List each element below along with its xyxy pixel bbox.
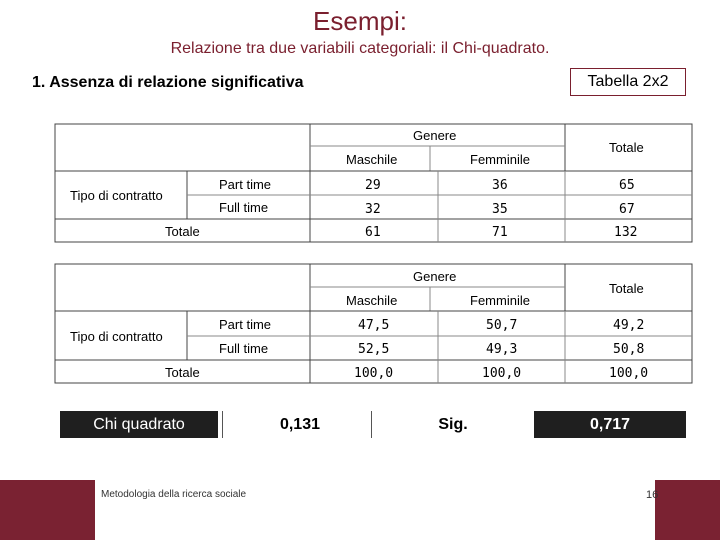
col-header-maschile: Maschile	[346, 293, 398, 308]
cell-value: 61	[365, 225, 381, 240]
col-header-totale: Totale	[609, 281, 644, 296]
row-label-part-time: Part time	[219, 177, 272, 192]
cell-value: 49,2	[613, 318, 645, 333]
cell-value: 36	[492, 178, 508, 193]
sig-value: 0,717	[589, 415, 631, 433]
cell-value: 132	[614, 225, 638, 240]
chi-square-label: Chi quadrato	[93, 415, 185, 433]
col-header-maschile: Maschile	[346, 152, 398, 167]
cell-value: 67	[619, 202, 635, 217]
section-heading: 1. Assenza di relazione significativa	[32, 74, 304, 91]
row-group-label: Tipo di contratto	[70, 188, 163, 203]
col-header-femminile: Femminile	[470, 293, 530, 308]
col-header-totale: Totale	[609, 140, 644, 155]
slide-subtitle: Relazione tra due variabili categoriali: il Chi-quadrato.	[170, 40, 550, 57]
table-label-box: Tabella 2x2	[570, 68, 686, 96]
page-number: 16	[646, 489, 659, 501]
cell-value: 29	[365, 178, 381, 193]
cell-value: 32	[365, 202, 381, 217]
row-label-totale: Totale	[165, 365, 200, 380]
cell-value: 35	[492, 202, 508, 217]
row-label-full-time: Full time	[219, 341, 269, 356]
cell-value: 50,7	[486, 318, 518, 333]
cell-value: 52,5	[358, 342, 390, 357]
row-label-full-time: Full time	[219, 200, 269, 215]
cell-value: 65	[619, 178, 635, 193]
cell-value: 47,5	[358, 318, 390, 333]
cell-value: 71	[492, 225, 508, 240]
cell-value: 49,3	[486, 342, 518, 357]
sig-label: Sig.	[438, 415, 468, 433]
cell-value: 100,0	[354, 366, 394, 381]
cell-value: 50,8	[613, 342, 645, 357]
footer-course-name: Metodologia della ricerca sociale	[101, 489, 247, 500]
cell-value: 100,0	[609, 366, 649, 381]
col-header-femminile: Femminile	[470, 152, 530, 167]
group-header-genere: Genere	[413, 128, 457, 143]
row-label-part-time: Part time	[219, 317, 272, 332]
cell-value: 100,0	[482, 366, 522, 381]
group-header-genere: Genere	[413, 269, 457, 284]
slide-title: Esempi:	[313, 6, 407, 36]
row-label-totale: Totale	[165, 224, 200, 239]
row-group-label: Tipo di contratto	[70, 329, 163, 344]
chi-square-value: 0,131	[279, 415, 320, 433]
